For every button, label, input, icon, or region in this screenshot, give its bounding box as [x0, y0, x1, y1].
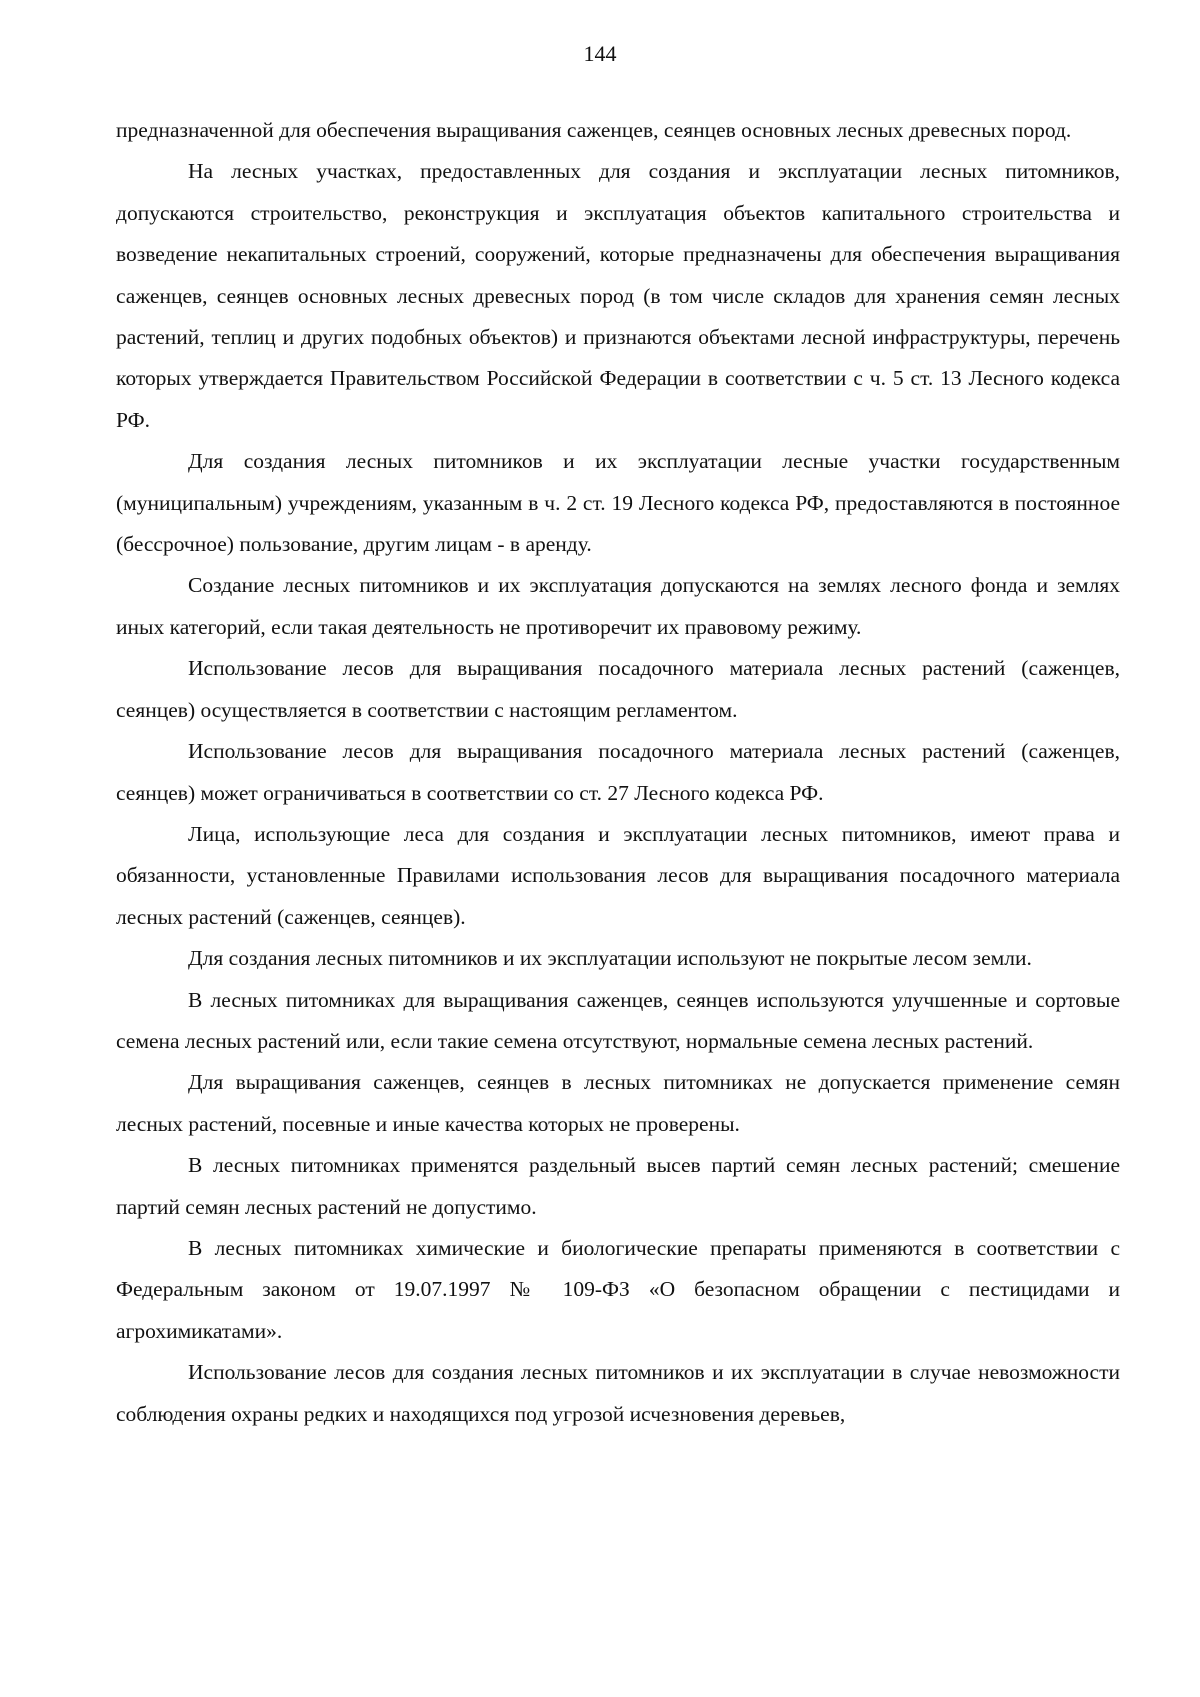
body-text [116, 110, 1120, 1435]
paragraph-infrastructure: На лесных участках, предоставленных для создания и эксплуатации лесных питомников, допускаются строительство, реконструкция и эксплуатация объектов капитального строительства и возведение некапитальных строений, сооружений, которые предназначены для обеспечения выращивания саженцев, сеянцев основных лесных древесных пород (в том числе складов для хранения семян лесных растений, теплиц и других подобных объектов) и признаются объектами лесной инфраструктуры, перечень которых утверждается Правительством Российской Федерации в соответствии с ч. 5 ст. 13 Лесного кодекса РФ. [116, 159, 1120, 432]
paragraph-lands-used: Для создания лесных питомников и их эксплуатации используют не покрытые лесом земли. [188, 946, 1032, 971]
paragraph-land-provision: Для создания лесных питомников и их эксплуатации лесные участки государственным (муниципальным) учреждениям, указанным в ч. 2 ст. 19 Лесного кодекса РФ, предоставляются в постоянное (бессрочное) пользование, другим лицам - в аренду. [116, 449, 1120, 557]
paragraph-seeds: В лесных питомниках для выращивания саженцев, сеянцев используются улучшенные и сортовые семена лесных растений или, если такие семена отсутствуют, нормальные семена лесных растений. [116, 987, 1120, 1053]
paragraph-continuation: предназначенной для обеспечения выращивания саженцев, сеянцев основных лесных древесных пород. [116, 118, 1072, 142]
paragraph-land-categories: Создание лесных питомников и их эксплуатация допускаются на землях лесного фонда и землях иных категорий, если такая деятельность не противоречит их правовому режиму. [116, 573, 1120, 639]
paragraph-regulation: Использование лесов для выращивания посадочного материала лесных растений (саженцев, сеянцев) осуществляется в соответствии с настоящим регламентом. [116, 656, 1120, 722]
paragraph-restrictions: Использование лесов для выращивания посадочного материала лесных растений (саженцев, сеянцев) может ограничиваться в соответствии со ст. 27 Лесного кодекса РФ. [116, 739, 1120, 805]
paragraph-protection: Использование лесов для создания лесных питомников и их эксплуатации в случае невозможности соблюдения охраны редких и находящихся под угрозой исчезновения деревьев, [116, 1360, 1120, 1426]
page-number: 144 [583, 41, 617, 66]
paragraph-unchecked-seeds: Для выращивания саженцев, сеянцев в лесных питомниках не допускается применение семян лесных растений, посевные и иные качества которых не проверены. [116, 1070, 1120, 1136]
paragraph-chemicals: В лесных питомниках химические и биологические препараты применяются в соответствии с Федеральным законом от 19.07.1997 № 109-ФЗ «О безопасном обращении с пестицидами и агрохимикатами». [116, 1235, 1120, 1343]
paragraph-rights: Лица, использующие леса для создания и эксплуатации лесных питомников, имеют права и обязанности, установленные Правилами использования лесов для выращивания посадочного материала лесных растений (саженцев, сеянцев). [116, 821, 1120, 929]
paragraph-separate-sowing: В лесных питомниках применятся раздельный высев партий семян лесных растений; смешение партий семян лесных растений не допустимо. [116, 1153, 1120, 1219]
